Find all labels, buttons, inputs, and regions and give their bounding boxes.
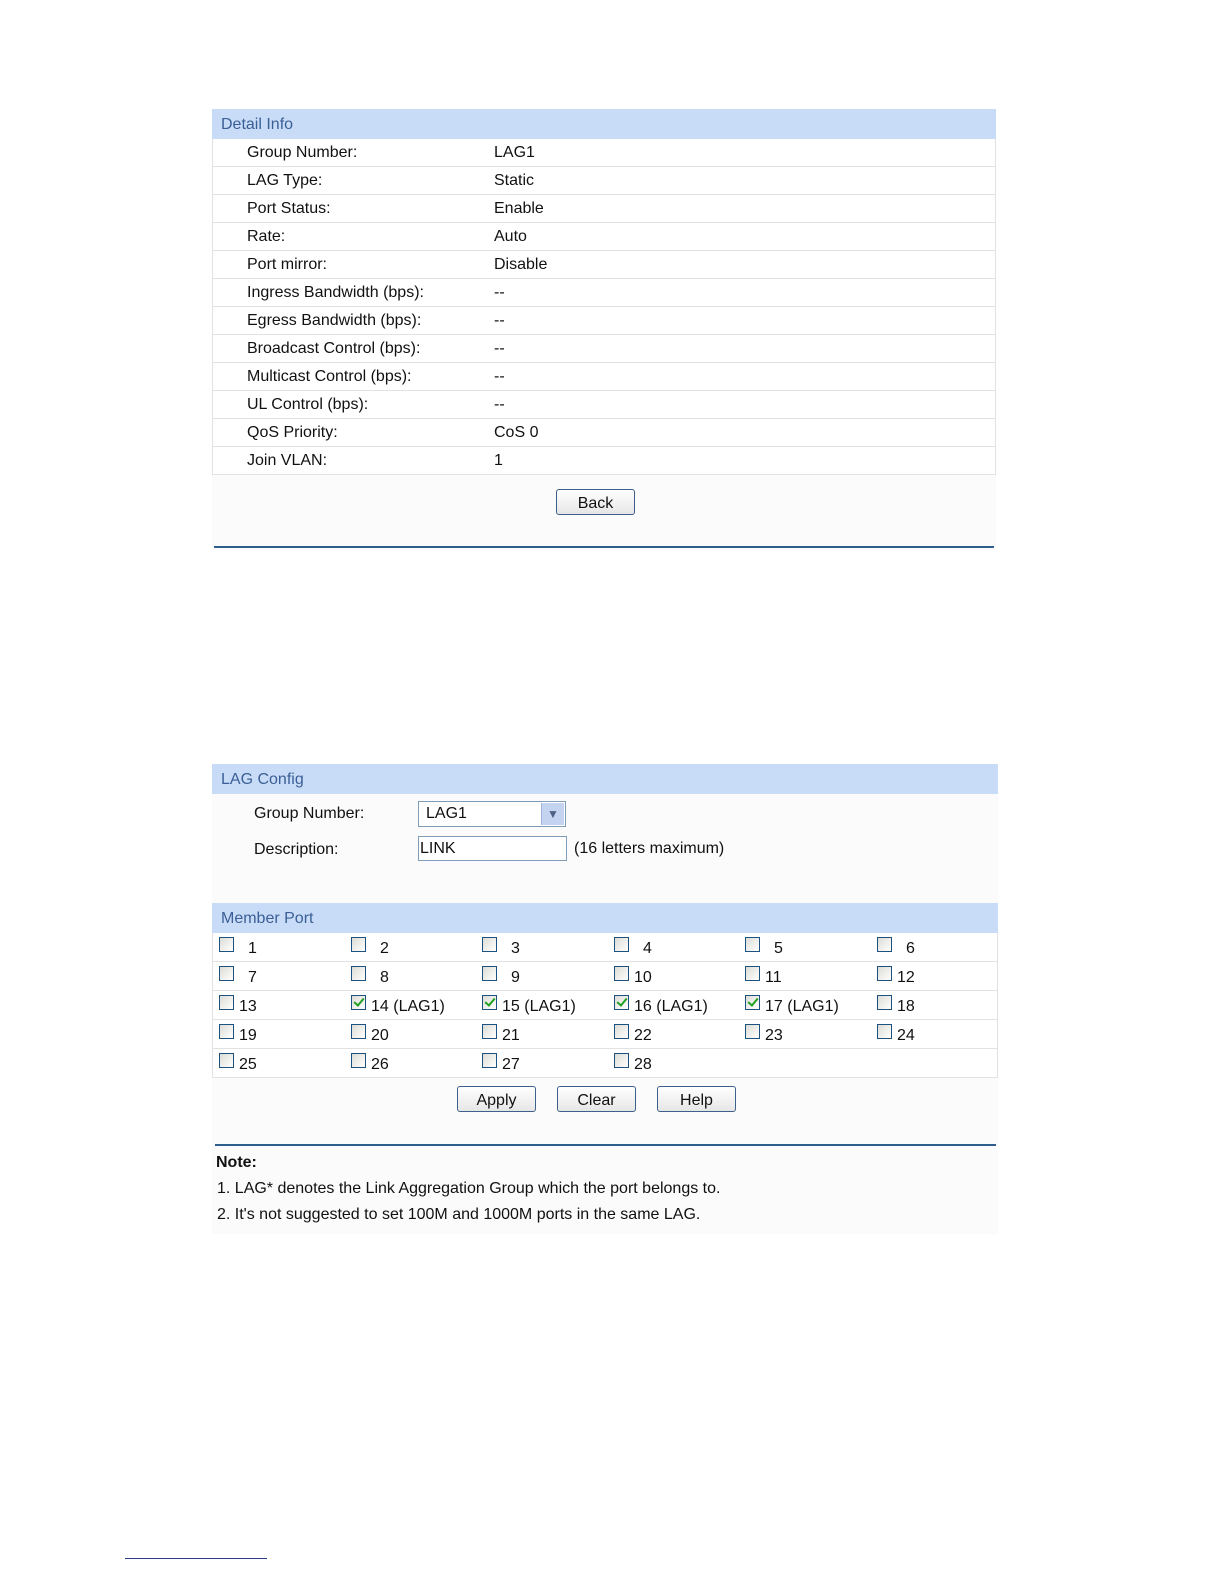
detail-row-label: LAG Type: [247, 172, 323, 189]
port-checkbox[interactable] [351, 937, 366, 952]
port-label: 26 [371, 1056, 389, 1073]
port-label: 5 [774, 940, 783, 957]
detail-row-value: Disable [494, 256, 548, 273]
detail-row [212, 307, 996, 335]
port-label: 7 [248, 969, 257, 986]
port-label: 9 [511, 969, 520, 986]
port-label: 11 [765, 969, 782, 986]
detail-row [212, 223, 996, 251]
port-checkbox[interactable] [351, 966, 366, 981]
port-label: 16 (LAG1) [634, 998, 708, 1015]
detail-row-value: -- [494, 284, 505, 301]
port-row [212, 1020, 998, 1049]
detail-row-label: Join VLAN: [247, 452, 328, 469]
chevron-down-icon[interactable]: ▼ [541, 803, 564, 825]
note-title: Note: [216, 1154, 257, 1171]
detail-row-value: Static [494, 172, 535, 189]
port-checkbox[interactable] [614, 937, 629, 952]
port-label: 4 [643, 940, 652, 957]
port-row [212, 933, 998, 962]
port-label: 28 [634, 1056, 652, 1073]
port-row [212, 1049, 998, 1078]
port-checkbox[interactable] [219, 1053, 234, 1068]
port-label: 1 [248, 940, 257, 957]
port-checkbox[interactable] [877, 937, 892, 952]
port-row [212, 991, 998, 1020]
port-checkbox[interactable] [877, 966, 892, 981]
description-label: Description: [254, 841, 339, 858]
port-checkbox[interactable] [745, 937, 760, 952]
detail-row-value: Enable [494, 200, 544, 217]
footer-rule [125, 1558, 267, 1559]
detail-row [212, 447, 996, 475]
detail-row [212, 335, 996, 363]
detail-row [212, 279, 996, 307]
detail-row-value: 1 [494, 452, 503, 469]
port-label: 22 [634, 1027, 652, 1044]
clear-button[interactable]: Clear [557, 1086, 636, 1112]
port-label: 17 (LAG1) [765, 998, 839, 1015]
port-label: 6 [906, 940, 915, 957]
detail-row [212, 363, 996, 391]
port-checkbox[interactable] [877, 1024, 892, 1039]
detail-row-label: Rate: [247, 228, 286, 245]
detail-info-table [212, 139, 996, 475]
detail-row [212, 167, 996, 195]
port-label: 15 (LAG1) [502, 998, 576, 1015]
detail-row-label: UL Control (bps): [247, 396, 369, 413]
detail-row-value: LAG1 [494, 144, 535, 161]
detail-row-label: Broadcast Control (bps): [247, 340, 421, 357]
detail-row-value: Auto [494, 228, 527, 245]
detail-row-value: -- [494, 312, 505, 329]
section-divider [215, 1144, 996, 1146]
port-label: 25 [239, 1056, 257, 1073]
member-port-grid [212, 933, 998, 1078]
note-line-2: 2. It's not suggested to set 100M and 1000M ports in the same LAG. [217, 1206, 701, 1223]
help-button[interactable]: Help [657, 1086, 736, 1112]
port-checkbox[interactable] [745, 995, 760, 1010]
description-input[interactable]: LINK [418, 836, 567, 861]
port-checkbox[interactable] [745, 966, 760, 981]
lag-config-header: LAG Config [212, 764, 998, 794]
port-label: 23 [765, 1027, 783, 1044]
detail-info-panel [212, 109, 996, 550]
port-checkbox[interactable] [219, 1024, 234, 1039]
port-checkbox[interactable] [745, 1024, 760, 1039]
detail-row-label: QoS Priority: [247, 424, 338, 441]
group-number-value: LAG1 [426, 805, 467, 822]
port-checkbox[interactable] [351, 1024, 366, 1039]
port-label: 18 [897, 998, 915, 1015]
group-number-label: Group Number: [254, 805, 365, 822]
apply-button[interactable]: Apply [457, 1086, 536, 1112]
port-checkbox[interactable] [614, 995, 629, 1010]
port-checkbox[interactable] [351, 1053, 366, 1068]
port-checkbox[interactable] [877, 995, 892, 1010]
section-divider [214, 546, 994, 548]
port-checkbox[interactable] [219, 937, 234, 952]
port-label: 8 [380, 969, 389, 986]
detail-row [212, 251, 996, 279]
detail-row-value: -- [494, 368, 505, 385]
port-checkbox[interactable] [351, 995, 366, 1010]
port-checkbox[interactable] [614, 966, 629, 981]
detail-row [212, 391, 996, 419]
port-label: 19 [239, 1027, 257, 1044]
port-checkbox[interactable] [482, 1053, 497, 1068]
detail-row [212, 139, 996, 167]
port-label: 2 [380, 940, 389, 957]
port-label: 21 [502, 1027, 520, 1044]
detail-row-label: Multicast Control (bps): [247, 368, 412, 385]
detail-row-label: Ingress Bandwidth (bps): [247, 284, 424, 301]
detail-row-label: Group Number: [247, 144, 358, 161]
detail-row-value: CoS 0 [494, 424, 539, 441]
back-button[interactable]: Back [556, 489, 635, 515]
port-label: 14 (LAG1) [371, 998, 445, 1015]
port-row [212, 962, 998, 991]
port-label: 13 [239, 998, 257, 1015]
lag-config-panel [212, 764, 998, 1234]
port-checkbox[interactable] [219, 995, 234, 1010]
port-checkbox[interactable] [614, 1024, 629, 1039]
detail-row-value: -- [494, 396, 505, 413]
port-label: 24 [897, 1027, 915, 1044]
port-checkbox[interactable] [482, 1024, 497, 1039]
detail-row [212, 195, 996, 223]
note-line-1: 1. LAG* denotes the Link Aggregation Group which the port belongs to. [217, 1180, 721, 1197]
port-label: 12 [897, 969, 915, 986]
port-checkbox[interactable] [482, 966, 497, 981]
group-number-select[interactable] [418, 801, 566, 827]
detail-row [212, 419, 996, 447]
detail-row-label: Egress Bandwidth (bps): [247, 312, 422, 329]
description-hint: (16 letters maximum) [574, 840, 725, 857]
port-checkbox[interactable] [482, 995, 497, 1010]
port-checkbox[interactable] [219, 966, 234, 981]
detail-row-label: Port mirror: [247, 256, 327, 273]
port-label: 10 [634, 969, 652, 986]
port-label: 3 [511, 940, 520, 957]
port-checkbox[interactable] [482, 937, 497, 952]
detail-row-value: -- [494, 340, 505, 357]
port-label: 20 [371, 1027, 389, 1044]
port-checkbox[interactable] [614, 1053, 629, 1068]
member-port-header: Member Port [212, 903, 998, 933]
detail-info-header: Detail Info [212, 109, 996, 139]
port-label: 27 [502, 1056, 520, 1073]
detail-row-label: Port Status: [247, 200, 331, 217]
